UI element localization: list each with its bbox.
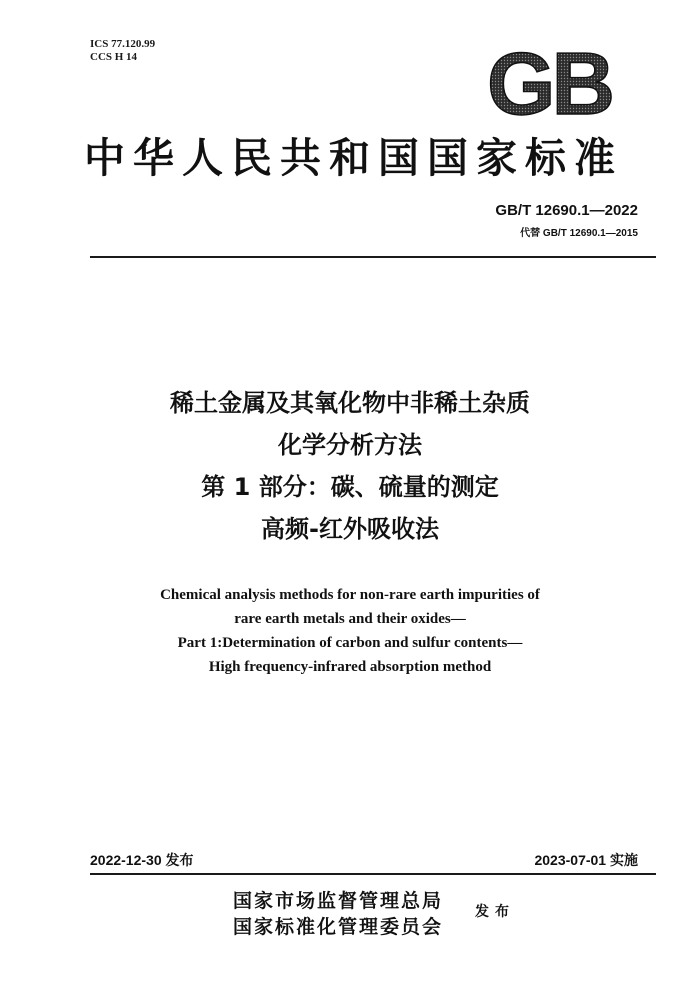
english-title	[0, 583, 700, 679]
english-title-line: Chemical analysis methods for non-rare earth impurities of	[160, 587, 540, 603]
chinese-title-line: 高频-红外吸收法	[261, 515, 439, 543]
english-title-line: Part 1:Determination of carbon and sulfur contents—	[177, 635, 523, 651]
chinese-title	[0, 382, 700, 550]
replaced-standard: 代替 GB/T 12690.1—2015	[520, 228, 638, 239]
national-standard-heading: 中华人民共和国国家标准	[84, 134, 623, 182]
header-divider	[90, 256, 656, 258]
ics-code: ICS 77.120.99	[90, 38, 156, 50]
publisher-name: 国家市场监督管理总局	[233, 890, 444, 912]
publisher-name: 国家标准化管理委员会	[233, 916, 444, 938]
english-title-line: High frequency-infrared absorption method	[208, 659, 492, 675]
publish-label: 发布	[475, 904, 515, 920]
chinese-title-line: 第 1 部分：碳、硫量的测定	[201, 473, 499, 501]
chinese-title-line: 稀土金属及其氧化物中非稀土杂质	[170, 389, 530, 417]
publishing-authorities	[233, 888, 443, 940]
ccs-code: CCS H 14	[90, 51, 138, 63]
implementation-date: 2023-07-01 实施	[534, 852, 638, 868]
chinese-title-line: 化学分析方法	[278, 431, 422, 459]
classification-codes	[90, 38, 155, 64]
footer-divider	[90, 873, 656, 875]
gb-logo-lettering: GB	[487, 44, 611, 120]
issue-date: 2022-12-30 发布	[90, 852, 194, 868]
standard-number: GB/T 12690.1—2022	[495, 202, 638, 219]
gb-logo	[482, 44, 616, 120]
english-title-line: rare earth metals and their oxides—	[234, 611, 466, 627]
